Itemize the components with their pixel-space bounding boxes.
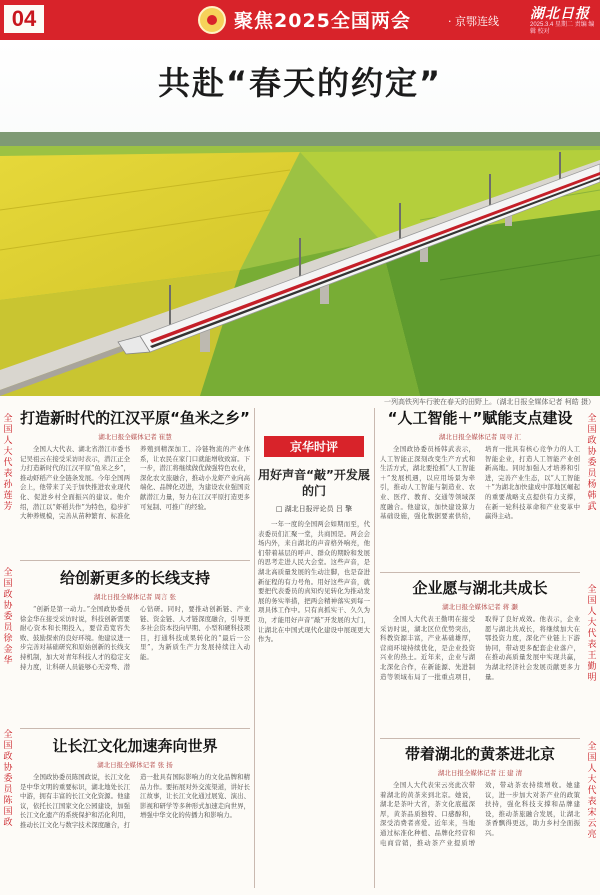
commentary xyxy=(258,436,370,888)
column-divider xyxy=(374,408,375,888)
ribbon-left-top: 全国人大代表孙莲芳 xyxy=(3,414,13,512)
article-headline: 企业愿与湖北共成长 xyxy=(412,579,548,597)
hero-photo xyxy=(0,40,600,396)
hero-title: 共赴“春天的约定” xyxy=(157,64,443,102)
article-byline: 湖北日报全媒体记者 崔慧 xyxy=(98,433,172,441)
article-long-board xyxy=(20,568,250,729)
article-body: 全国人大代表王勤明在接受采访时说，湖北区位优势突出，科教资源丰富，产业基础雄厚，营商环境持续优化，是企业投资兴业的热土。近年来，企业与湖北深化合作，在新能源、先进制造等领域布局了一批重点项目，取得了良好成效。他表示，企业愿与湖北共成长，将继续加大在鄂投资力度，深化产业链上下游协同，带动更多配套企业落户，在推动高质量发展中实现共赢，为湖北经济社会发展贡献更多力量。 xyxy=(380,615,580,681)
divider xyxy=(20,560,250,561)
section-subtitle: · 京鄂连线 xyxy=(448,15,499,28)
article-byline: 湖北日报全媒体记者 周寻 汇 xyxy=(438,433,522,441)
page-number: 04 xyxy=(4,5,44,33)
article-body: 全国人大代表、湖北省潜江市委书记吴祖云在接受采访时表示，潜江正全力打造新时代的江汉平原“鱼米之乡”，推动虾稻产业全链条发展。今年全国两会上，他带来了关于加快推进农业现代化、促进乡村全面振兴的建议。他介绍，潜江以“虾稻共作”为特色，稳步扩大种养规模，完善从苗种繁育、标准化养殖到精深加工、冷链物流的产业体系，让农民在家门口就能增收致富。下一步，潜江将继续做优做强特色农业，深化农文旅融合，推动小龙虾产业向高端化、品牌化迈进，为建设农业强国贡献潜江力量，努力在江汉平原打造更多可复制、可推广的经验。 xyxy=(20,445,250,521)
divider xyxy=(20,728,250,729)
article-dark-tea xyxy=(380,744,580,885)
commentary-tag: 京华时评 xyxy=(264,436,364,457)
photo-caption: 一列高铁列车行驶在春天的田野上。（湖北日报全媒体记者 柯皓 摄） xyxy=(384,398,595,406)
article-body: 全国政协委员杨韩武表示，人工智能正深刻改变生产方式和生活方式，湖北要抢抓“人工智能＋”发展机遇，以应用场景为牵引，推动人工智能与制造业、农业、医疗、教育、交通等领域深度融合。他建议，加快建设算力基础设施，强化数据要素供给，培育一批具有核心竞争力的人工智能企业，打造人工智能产业创新高地。同时加强人才培养和引进，完善产业生态，以“人工智能＋”为湖北加快建成中部地区崛起的重要战略支点提供有力支撑，在新一轮科技革命和产业变革中赢得主动。 xyxy=(380,445,580,521)
article-byline: 湖北日报全媒体记者 蒋 灏 xyxy=(442,603,518,611)
section-title: 聚焦2025全国两会 xyxy=(234,10,411,32)
edition-info: 2025.3.4 星期二 责编 编辑 校对 xyxy=(530,22,595,35)
column-divider xyxy=(254,408,255,888)
commentary-author: □ 湖北日报评论员 吕 擎 xyxy=(275,505,353,513)
article-headline: 带着湖北的黄茶进北京 xyxy=(404,745,555,763)
article-headline: “人工智能＋”赋能支点建设 xyxy=(387,409,573,427)
article-body: “创新是第一动力。”全国政协委员徐金华在接受采访时说，科技创新需要耐心资本和长期投入，要营造宽容失败、鼓励探索的良好环境。他建议进一步完善对基础研究和原始创新的长线支持机制，加大对青年科技人才的稳定支持力度，让科研人员能够心无旁骛、潜心钻研。同时，要推动创新链、产业链、资金链、人才链深度融合，引导更多社会资本投向早期、小型和硬科技项目，打通科技成果转化的“最后一公里”，为新质生产力发展持续注入动能。 xyxy=(20,605,250,671)
ribbon-right-mid: 全国人大代表王勤明 xyxy=(587,585,597,683)
ribbon-right-bottom: 全国人大代表宋云亮 xyxy=(587,742,597,840)
masthead xyxy=(0,0,600,40)
article-ai-plus xyxy=(380,408,580,569)
divider xyxy=(380,572,580,573)
commentary-body: 一年一度的全国两会如期而至，代表委员们汇聚一堂，共商国是。两会会场内外，来自湖北的声音格外响亮，他们带着基层的呼声、群众的期盼和发展的思考走进人民大会堂。这些声音，是湖北高质量发展的生动注脚，也是奋进新征程的有力号角。用好这些声音，就要把代表委员的真知灼见转化为推动发展的务实举措，把两会精神落实到每一项具体工作中。只有真抓实干、久久为功，才能用好声音“敲”开发展的大门，让湖北在中国式现代化建设中展现更大作为。 xyxy=(258,520,370,644)
article-jianghan xyxy=(20,408,250,563)
article-enterprise xyxy=(380,578,580,731)
commentary-headline: 用好声音“敲”开发展的门 xyxy=(258,468,370,498)
article-body: 全国人大代表宋云亮此次带着湖北的黄茶来到北京。她说，湖北是茶叶大省，茶文化底蕴深厚，黄茶品质独特、口感醇和，深受消费者喜爱。近年来，当地通过标准化种植、品牌化经营和电商营销，推动茶产业提质增效，带动茶农持续增收。她建议，进一步加大对茶产业的政策扶持，强化科技支撑和品牌建设，推动茶旅融合发展，让湖北茶香飘得更远，助力乡村全面振兴。 xyxy=(380,781,580,847)
article-yangtze xyxy=(20,736,250,889)
article-byline: 湖北日报全媒体记者 张 扬 xyxy=(97,761,173,769)
article-byline: 湖北日报全媒体记者 汪 建 清 xyxy=(437,769,523,777)
article-headline: 让长江文化加速奔向世界 xyxy=(52,737,218,755)
ribbon-right-top: 全国政协委员杨韩武 xyxy=(587,414,597,512)
ribbon-left-mid: 全国政协委员徐金华 xyxy=(3,568,13,666)
article-headline: 打造新时代的江汉平原“鱼米之乡” xyxy=(20,409,250,427)
article-byline: 湖北日报全媒体记者 周言 张 xyxy=(93,593,177,601)
ribbon-left-bottom: 全国政协委员陈国政 xyxy=(3,730,13,828)
divider xyxy=(380,738,580,739)
article-body: 全国政协委员陈国政说，长江文化是中华文明的重要标识，湖北地处长江中游，拥有丰富的长江文化资源。他建议，依托长江国家文化公园建设，加强长江文化遗产的系统保护和活化利用，推动长江文化与数字技术深度融合，打造一批具有国际影响力的文化品牌和精品力作。要拓展对外交流渠道，讲好长江故事，让长江文化通过展览、演出、影视和研学等多种形式加速走向世界，增强中华文化的传播力和影响力。 xyxy=(20,773,250,829)
national-emblem-icon xyxy=(198,6,226,34)
article-headline: 给创新更多的长线支持 xyxy=(59,569,210,587)
newspaper-logo: 湖北日报 xyxy=(530,6,590,22)
